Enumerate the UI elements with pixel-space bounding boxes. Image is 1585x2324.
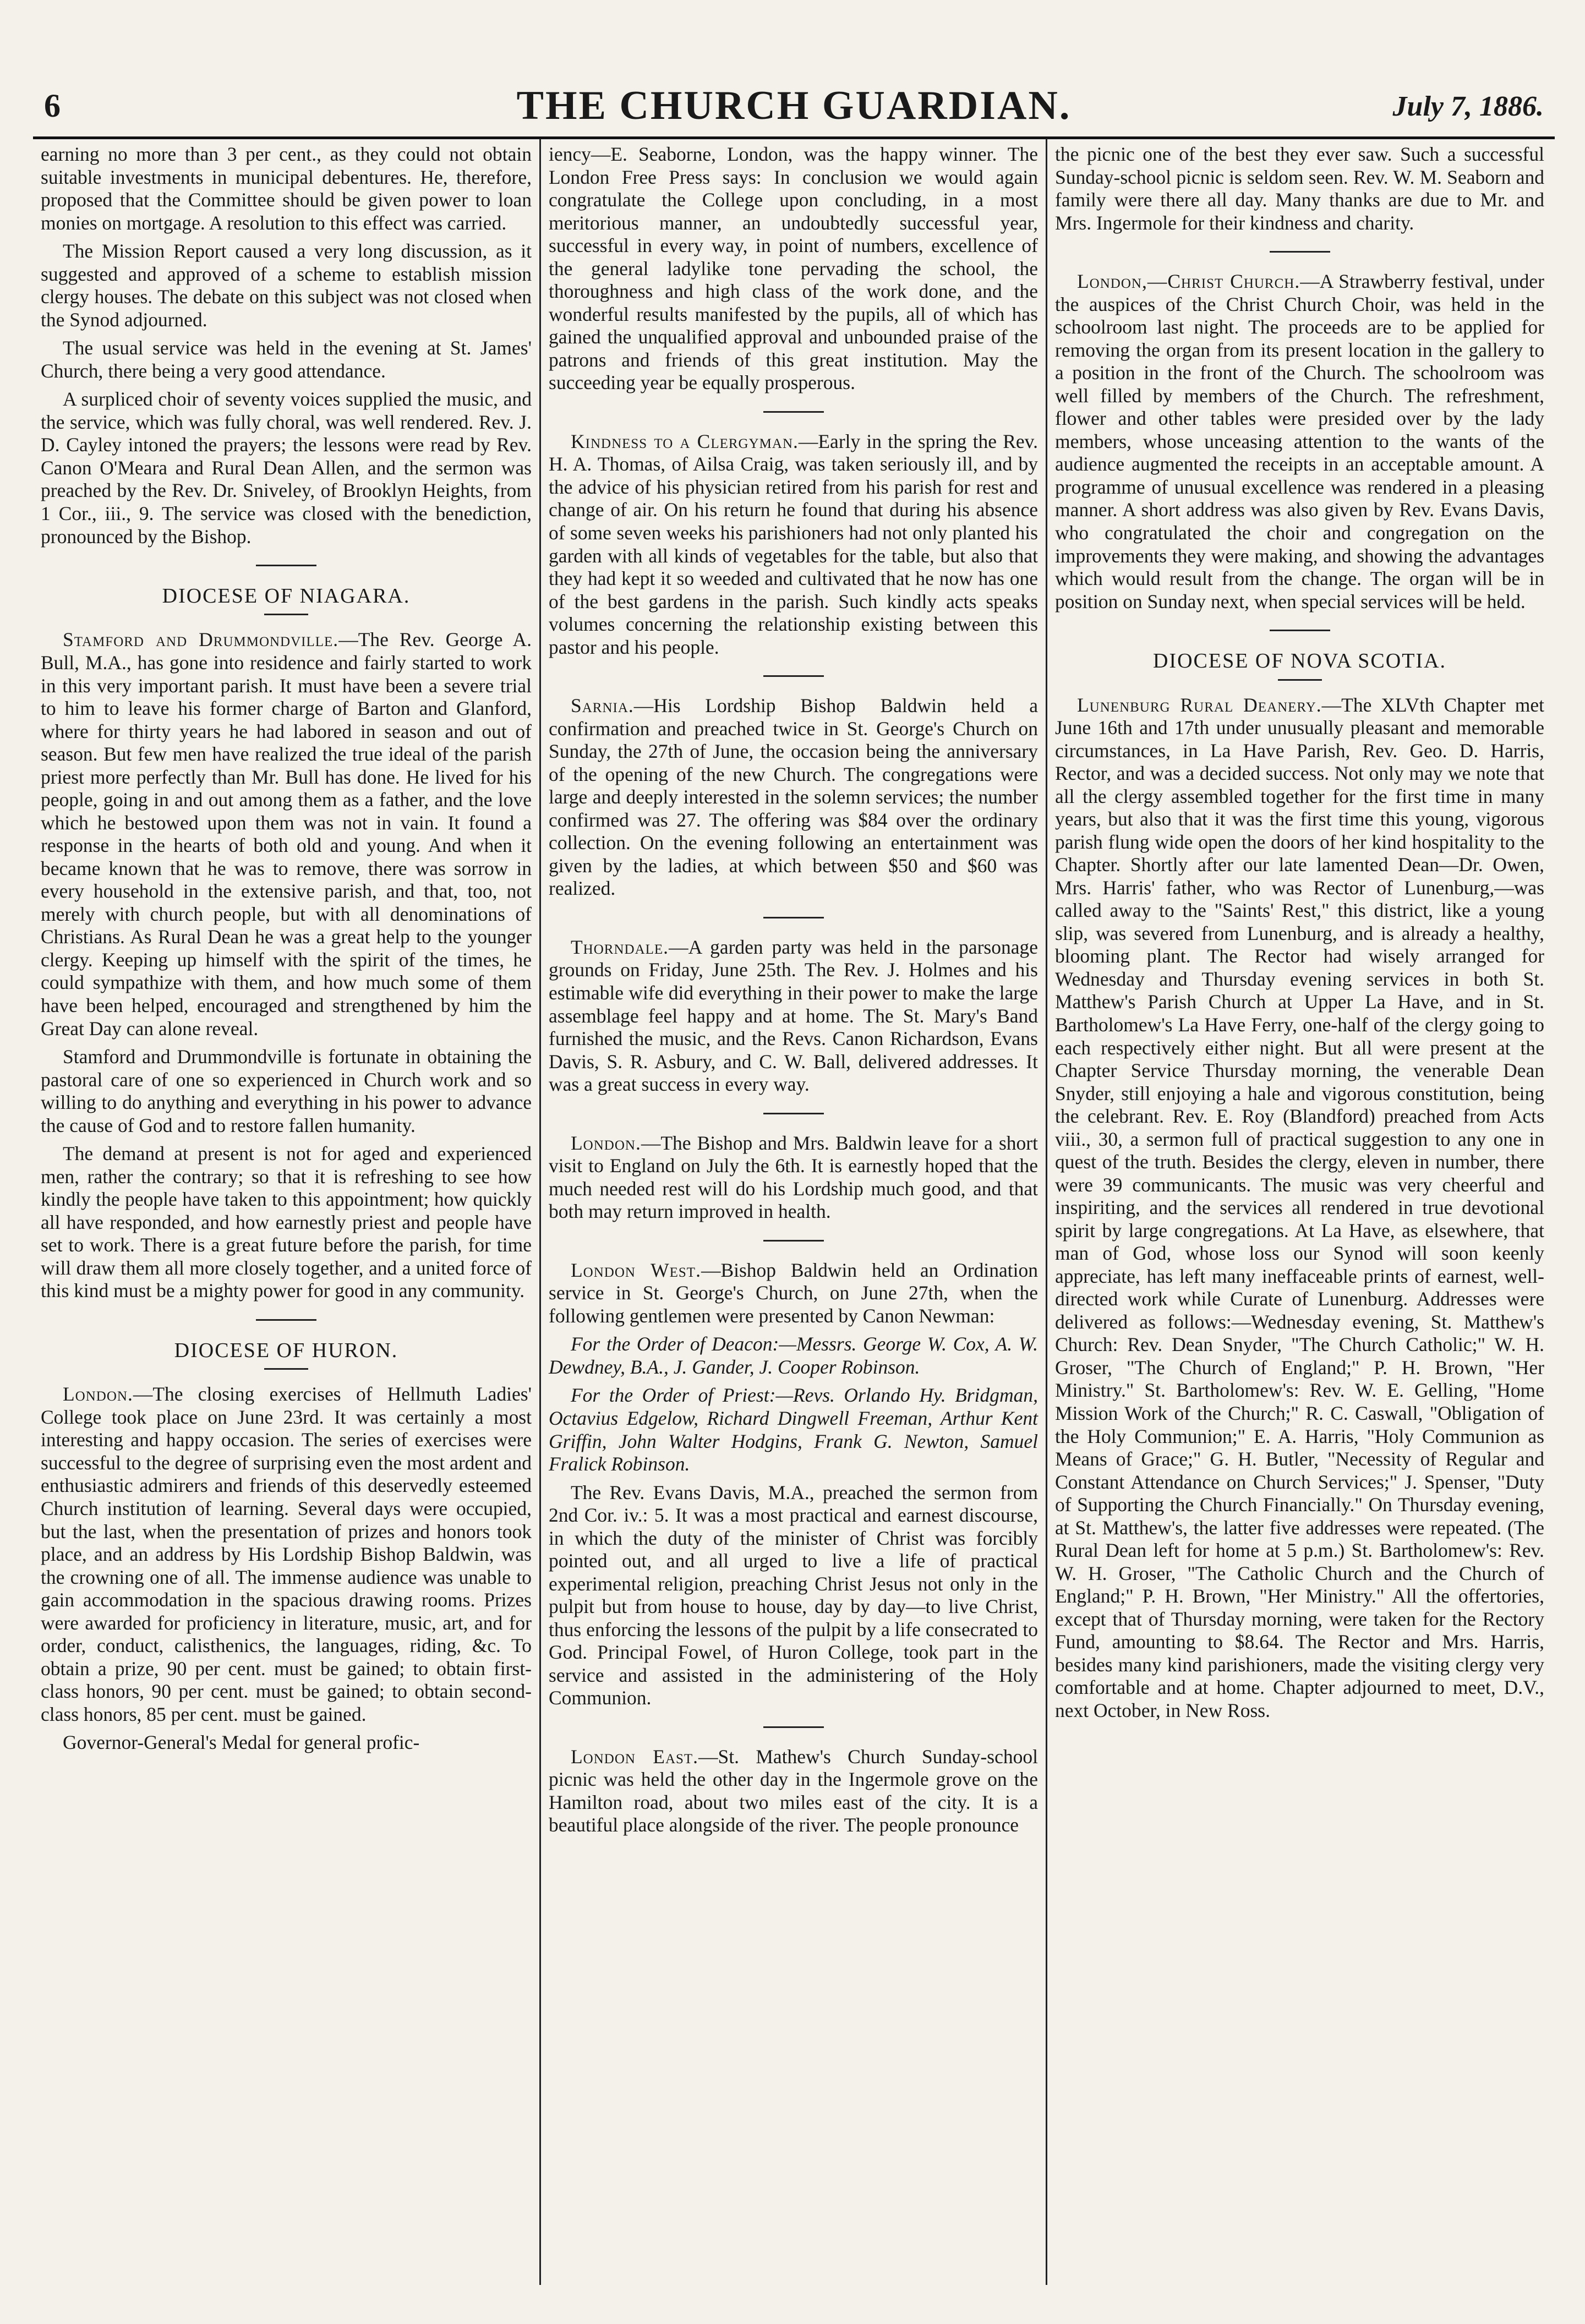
article-stamford <box>41 628 532 1040</box>
article-london <box>549 1132 1038 1223</box>
section-divider <box>763 1240 824 1242</box>
section-heading-niagara: DIOCESE OF NIAGARA. <box>162 584 411 608</box>
section-divider <box>763 917 824 918</box>
article-body: —The XLVth Chapter met June 16th and 17th under unusually pleasant and memorable circumstances, in La Have Parish, Rev. Geo. D. Harris, Rector, and was a decided success. Not only may we note that all the clergy assembled together for the first time in many years, but also that it was the first time this young, vigorous parish flung wide open the doors of her kind hospitality to the Chapter. Shortly after our late lamented Dean—Dr. Owen, Mrs. Harris' father, who was Rector of Lunenburg,—was called away to the "Saints' Rest," this district, like a young slip, was severed from Lunenburg, and is already a healthy, blooming plant. The Rector had wisely arranged for Wednesday and Thursday evening services in both St. Matthew's Parish Church at Upper La Have, and in St. Bartholomew's La Have Ferry, one-half of the clergy going to each respectively either night. But all were present at the Chapter Service Thursday morning, the venerable Dean Snyder, still enjoying a hale and vigorous constitution, being the celebrant. Rev. E. Roy (Blandford) preached from Acts viii., 30, a sermon full of practical suggestion to any one in quest of the truth. Besides the clergy, eleven in number, there were 39 communicants. The music was very cheerful and inspiriting, and the services all rendered in true devotional spirit by large congregations. At La Have, as elsewhere, that man of God, whose loss our Synod will soon keenly appreciate, has left many ineffaceable prints of earnest, well-directed work while Curate of Lunenburg. Addresses were delivered as follows:—Wednesday evening, St. Matthew's Church: Rev. Dean Snyder, "The Church Catholic;" W. H. Groser, "The Church of England;" P. H. Brown, "Her Ministry." St. Bartholomew's: Rev. W. E. Gelling, "Home Mission Work of the Church;" R. C. Caswall, "Obligation of the Holy Communion;" E. A. Harris, "Holy Communion as Means of Grace;" G. H. Butler, "Necessity of Regular and Constant Attendance on Church Services;" J. Spenser, "Duty of Supporting the Church Financially." On Thursday evening, at St. Matthew's, the latter five addresses were repeated. (The Rural Dean left for home at 5 p.m.) St. Bartholomew's: Rev. W. H. Groser, "The Catholic Church and the Church of England;" P. H. Brown, "Her Ministry." All the offertories, except that of Thursday morning, were taken for the Rectory Fund, amounting to $8.64. The Rector and Mrs. Harris, besides many kind parishioners, made the visiting clergy very comfortable and at home. Chapter adjourned to meet, D.V., next October, in New Ross. <box>1055 693 1544 1721</box>
article-lunenburg <box>1055 694 1544 1723</box>
section-divider <box>256 565 316 566</box>
article-sarnia <box>549 695 1038 900</box>
newspaper-title: THE CHURCH GUARDIAN. <box>516 83 1072 128</box>
column-3 <box>1046 139 1552 2285</box>
article-christ-church <box>1055 270 1544 613</box>
paragraph: iency—E. Seaborne, London, was the happy winner. The London Free Press says: In conclusion we would again congratulate the College upon concluding, in a most meritorious manner, an undoubtedly successful year, successful in every way, in point of numbers, excellence of the general ladylike tone pervading the school, the thoroughness and high class of the work done, and the wonderful results manifested by the pupils, all of which has gained the unqualified approval and unbounded praise of the patrons and friends of this great institution. May the succeeding year be equally prosperous. <box>549 143 1038 394</box>
article-lead: Lunenburg Rural Deanery. <box>1077 693 1322 716</box>
article-lead: London,—Christ Church. <box>1077 270 1300 293</box>
section-divider <box>763 675 824 677</box>
column-2 <box>539 139 1046 2285</box>
page-number: 6 <box>44 88 61 124</box>
paragraph: earning no more than 3 per cent., as they could not obtain suitable investments in municipal debentures. He, therefore, proposed that the Committee should be given power to loan monies on mortgage. A resolution to this effect was carried. <box>41 143 532 234</box>
article-thorndale <box>549 936 1038 1096</box>
paragraph: Stamford and Drummondville is fortunate in obtaining the pastoral care of one so experienced in Church work and so willing to do anything and everything in his power to advance the cause of God and to restore fallen humanity. <box>41 1046 532 1136</box>
heading-rule <box>264 614 308 615</box>
article-lead: London. <box>571 1131 641 1154</box>
article-kindness <box>549 430 1038 659</box>
article-body: —His Lordship Bishop Baldwin held a confirmation and preached twice in St. George's Church on Sunday, the 27th of June, the occasion being the anniversary of the opening of the new Church. The congregations were large and deeply interested in the solemn services; the number confirmed was 27. The offering was $84 over the ordinary collection. On the evening following an entertainment was given by the ladies, at which between $50 and $60 was realized. <box>549 695 1038 900</box>
article-body: —St. Mathew's Church Sunday-school picnic was held the other day in the Ingermole grove on the Hamilton road, about two miles east of the city. It is a beautiful place alongside of the river. The people pronounce <box>549 1745 1038 1836</box>
article-lead: London. <box>63 1383 133 1406</box>
article-body: —Bishop Baldwin held an Ordination service in St. George's Church, on June 27th, when the following gentlemen were presented by Canon Newman: <box>549 1259 1038 1327</box>
paragraph: The usual service was held in the evening at St. James' Church, there being a very good attendance. <box>41 337 532 382</box>
section-heading-nova-scotia: DIOCESE OF NOVA SCOTIA. <box>1152 649 1447 673</box>
columns <box>33 139 1555 2285</box>
paragraph: For the Order of Priest:—Revs. Orlando Hy. Bridgman, Octavius Edgelow, Richard Dingwell Freeman, Arthur Kent Griffin, John Walter Hodgins, Frank G. Newton, Samuel Fralick Robinson. <box>549 1384 1038 1475</box>
article-body: —A garden party was held in the parsonage grounds on Friday, June 25th. The Rev. J. Holmes and his estimable wife did everything in their power to make the large assemblage feel happy and at home. The St. Mary's Band furnished the music, and the Revs. Canon Richardson, Evans Davis, S. R. Asbury, and C. W. Ball, delivered addresses. It was a great success in every way. <box>549 936 1038 1096</box>
section-heading-huron: DIOCESE OF HURON. <box>174 1338 398 1362</box>
heading-rule <box>1278 679 1322 681</box>
paragraph: A surpliced choir of seventy voices supplied the music, and the service, which was fully choral, was well rendered. Rev. J. D. Cayley intoned the prayers; the lessons were read by Rev. Canon O'Meara and Rural Dean Allen, and the sermon was preached by the Rev. Dr. Sniveley, of Brooklyn Heights, from 1 Cor., iii., 9. The service was closed with the benediction, pronounced by the Bishop. <box>41 388 532 548</box>
masthead <box>33 83 1555 139</box>
paragraph: The Mission Report caused a very long discussion, as it suggested and approved of a scheme to establish mission clergy houses. The debate on this subject was not closed when the Synod adjourned. <box>41 240 532 331</box>
article-body: —The closing exercises of Hellmuth Ladies' College took place on June 23rd. It was certainly a most interesting and happy occasion. The series of exercises were successful to the degree of surprising even the most ardent and enthusiastic admirers and friends of this deservedly esteemed Church institution of learning. Several days were occupied, but the last, when the presentation of prizes and honors took place, and an address by His Lordship Bishop Baldwin, was the crowning one of all. The immense audience was unable to gain accommodation in the spacious drawing rooms. Prizes were awarded for proficiency in literature, music, art, and for order, conduct, calisthenics, the languages, riding, &c. To obtain a prize, 90 per cent. must be gained; to obtain first-class honors, 90 per cent. must be gained; to obtain second-class honors, 85 per cent. must be gained. <box>41 1383 532 1725</box>
article-lead: London West. <box>571 1259 701 1281</box>
paragraph: the picnic one of the best they ever saw. Such a successful Sunday-school picnic is seldom seen. Rev. W. M. Seaborn and family were there all day. Many thanks are due to Mr. and Mrs. Ingermole for their kindness and charity. <box>1055 143 1544 234</box>
article-body: —The Rev. George A. Bull, M.A., has gone into residence and fairly started to work in this very important parish. It must have been a severe trial to him to leave his former charge of Barton and Glanford, where for thirty years he had labored in season and out of season. But few men have realized the true ideal of the parish priest more perfectly than Mr. Bull has done. He lived for his people, going in and out among them as a father, and the love which he bestowed upon them was not in vain. It found a response in the hearts of both old and young. And when it became known that he was to remove, there was sorrow in every household in the extensive parish, and that, too, not merely with church people, but with all denominations of Christians. As Rural Dean he was a great help to the younger clergy. Keeping up himself with the spirit of the times, he could sympathize with them, and how much some of them have been helped, encouraged and strengthened by him the Great Day can alone reveal. <box>41 628 532 1040</box>
section-divider <box>763 1726 824 1728</box>
article-lead: London East. <box>571 1745 699 1768</box>
paragraph: The demand at present is not for aged and experienced men, rather the contrary; so that it is refreshing to see how kindly the people have taken to this appointment; how quickly all have responded, and how earnestly priest and people have set to work. There is a great future before the parish, for time will draw them all more closely together, and a united force of this kind must be a mighty power for good in any community. <box>41 1142 532 1302</box>
article-body: —Early in the spring the Rev. H. A. Thomas, of Ailsa Craig, was taken seriously ill, and by the advice of his physician retired from his parish for rest and change of air. On his return he found that during his absence of some seven weeks his parishioners had not only planted his garden with all kinds of vegetables for the table, but also that they had kept it so weeded and cultivated that he now has one of the best gardens in the parish. Such kindly acts speaks volumes concerning the relationship existing between this pastor and his people. <box>549 430 1038 658</box>
article-lead: Stamford and Drummondville. <box>63 628 339 651</box>
section-divider <box>763 411 824 413</box>
paragraph: The Rev. Evans Davis, M.A., preached the sermon from 2nd Cor. iv.: 5. It was a most practical and earnest discourse, in which the duty of the minister of Christ was forcibly pointed out, and all urged to live a life of practical experimental religion, preaching Christ Jesus not only in the pulpit but from house to house, day by day—to live Christ, thus enforcing the lessons of the pulpit by a life consecrated to God. Principal Fowel, of Huron College, took part in the service and assisted in the administering of the Holy Communion. <box>549 1481 1038 1709</box>
section-divider <box>256 1319 316 1321</box>
article-lead: Kindness to a Clergyman. <box>571 430 799 452</box>
article-hellmuth <box>41 1383 532 1726</box>
paragraph: For the Order of Deacon:—Messrs. George W. Cox, A. W. Dewdney, B.A., J. Gander, J. Cooper Robinson. <box>549 1333 1038 1378</box>
article-body: —A Strawberry festival, under the auspices of the Christ Church Choir, was held in the schoolroom last night. The proceeds are to be applied for removing the organ from its present location in the gallery to a position in the front of the Church. The schoolroom was well filled by members of the Church. The refreshment, flower and other tables were presided over by the lady members, whose unceasing attention to the wants of the audience augmented the receipts in an acceptable amount. A programme of unusual excellence was rendered in a pleasing manner. A short address was also given by Rev. Evans Davis, who congratulated the choir and congregation on the improvements they were making, and showing the advantages which would result from the change. The organ will be in position on Sunday next, when special services will be held. <box>1055 270 1544 613</box>
issue-date: July 7, 1886. <box>1392 91 1544 122</box>
paragraph: Governor-General's Medal for general profic- <box>63 1731 420 1754</box>
column-1 <box>33 139 539 2285</box>
article-london-west <box>549 1259 1038 1328</box>
section-divider <box>1270 251 1330 253</box>
section-divider <box>763 1113 824 1114</box>
section-divider <box>1270 630 1330 631</box>
article-london-east <box>549 1746 1038 1837</box>
newspaper-page <box>33 0 1555 2324</box>
heading-rule <box>264 1368 308 1370</box>
article-lead: Thorndale. <box>571 936 669 958</box>
article-body: —The Bishop and Mrs. Baldwin leave for a short visit to England on July the 6th. It is earnestly hoped that the much needed rest will do his Lordship much good, and that both may return improved in health. <box>549 1131 1038 1223</box>
article-lead: Sarnia. <box>571 695 634 717</box>
